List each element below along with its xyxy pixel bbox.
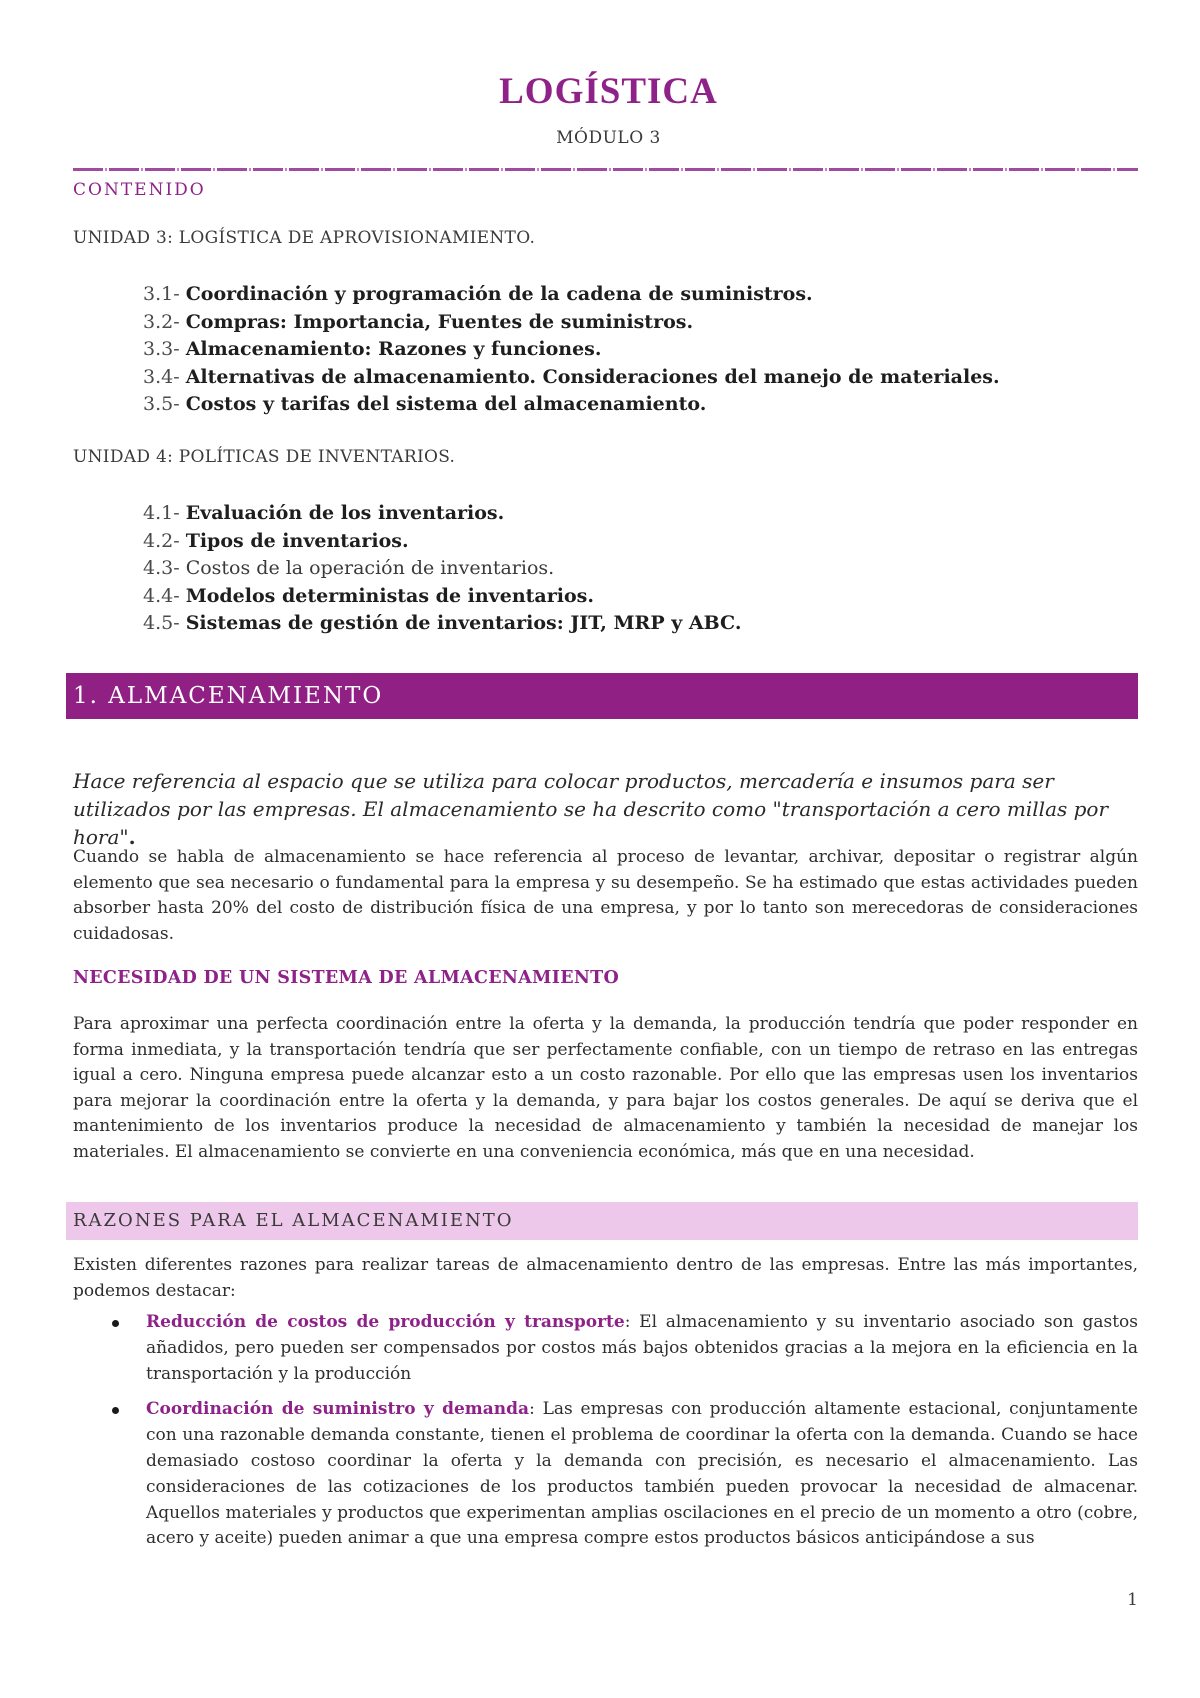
topic-number: 4.2- (143, 529, 180, 552)
topic-item (143, 364, 1000, 392)
topic-text: Costos de la operación de inventarios. (185, 557, 555, 579)
topic-item (143, 610, 741, 638)
intro-end: . (128, 825, 136, 849)
document-subtitle: MÓDULO 3 (556, 128, 661, 148)
topic-item (143, 281, 1000, 309)
topic-text: Tipos de inventarios. (185, 529, 409, 552)
list-item (146, 1397, 1138, 1552)
topic-text: Alternativas de almacenamiento. Consideraciones del manejo de materiales. (185, 365, 1000, 388)
bullet-icon (112, 1320, 119, 1327)
intro-text: Hace referencia al espacio que se utiliza para colocar productos, mercadería e insumos para ser utilizados por las empresas. El almacenamiento se ha descrito como "transportación a cero millas por hora" (73, 769, 1109, 849)
topic-item (143, 309, 1000, 337)
list-item (146, 1310, 1138, 1387)
body-paragraph: Cuando se habla de almacenamiento se hace referencia al proceso de levantar, archivar, depositar o registrar algún elemento que sea necesario o fundamental para la empresa y su desempeño. Se ha estimado que estas actividades pueden absorber hasta 20% del costo de distribución física de una empresa, y por lo tanto son merecedoras de consideraciones cuidadosas. (73, 847, 1138, 944)
subheading-need: NECESIDAD DE UN SISTEMA DE ALMACENAMIENTO (73, 968, 620, 988)
section-intro (73, 767, 1138, 851)
bullet-heading: Coordinación de suministro y demanda (146, 1399, 530, 1420)
topic-text: Almacenamiento: Razones y funciones. (185, 338, 602, 360)
topic-item (143, 555, 741, 583)
page-number: 1 (1127, 1590, 1138, 1610)
reasons-intro-paragraph: Existen diferentes razones para realizar tareas de almacenamiento dentro de las empresas. Entre las más importantes, podemos destacar: (73, 1255, 1138, 1301)
topic-item (143, 528, 741, 556)
topic-number: 4.4- (143, 584, 180, 607)
topic-number: 4.3- (143, 557, 180, 579)
topic-number: 3.2- (143, 310, 180, 333)
bullet-heading: Reducción de costos de producción y transporte (146, 1312, 625, 1332)
reasons-list (146, 1310, 1138, 1562)
bullet-text: : Las empresas con producción altamente estacional, conjuntamente con una razonable demanda constante, tienen el problema de coordinar la oferta con la demanda. Cuando se hace demasiado costoso coordinar la oferta y la demanda con precisión, es necesario el almacenamiento. Las consideraciones de las cotizaciones de los productos también pueden provocar la necesidad de almacenar. Aquellos materiales y productos que experimentan amplias oscilaciones en el precio de un momento a otro (cobre, acero y aceite) pueden animar a que una empresa compre estos productos básicos anticipándose a sus (146, 1399, 1138, 1549)
contents-label: CONTENIDO (73, 180, 206, 200)
bullet-text: : El almacenamiento y su inventario asociado son gastos añadidos, pero pueden ser compensados por costos más bajos obtenidos gracias a la mejora en la eficiencia en la transportación y la producción (146, 1312, 1138, 1384)
topic-item (143, 336, 1000, 364)
section-heading-almacenamiento: 1. ALMACENAMIENTO (66, 673, 1138, 719)
bullet-icon (112, 1407, 119, 1414)
topic-text: Sistemas de gestión de inventarios: JIT, MRP y ABC. (185, 612, 742, 634)
section-heading-razones: RAZONES PARA EL ALMACENAMIENTO (66, 1202, 1138, 1240)
header-divider (73, 168, 1138, 171)
topic-number: 4.5- (143, 612, 180, 634)
unit-3-title: UNIDAD 3: LOGÍSTICA DE APROVISIONAMIENTO. (73, 228, 536, 248)
topic-number: 3.4- (143, 365, 180, 388)
topic-text: Compras: Importancia, Fuentes de suministros. (185, 310, 694, 333)
topic-number: 3.5- (143, 393, 180, 415)
topic-number: 3.3- (143, 338, 180, 360)
topic-number: 4.1- (143, 502, 180, 524)
topic-item (143, 583, 741, 611)
need-paragraph: Para aproximar una perfecta coordinación entre la oferta y la demanda, la producción tendría que poder responder en forma inmediata, y la transportación tendría que ser perfectamente confiable, con un tiempo de retraso en las entregas igual a cero. Ninguna empresa puede alcanzar esto a un costo razonable. Por ello que las empresas usen los inventarios para mejorar la coordinación entre la oferta y la demanda, y para bajar los costos generales. De aquí se deriva que el mantenimiento de los inventarios produce la necesidad de almacenamiento y también la necesidad de manejar los materiales. El almacenamiento se convierte en una conveniencia económica, más que en una necesidad. (73, 1014, 1138, 1162)
topic-text: Evaluación de los inventarios. (185, 502, 505, 524)
unit-4-topic-list (143, 500, 741, 638)
topic-number: 3.1- (143, 283, 180, 305)
topic-text: Costos y tarifas del sistema del almacenamiento. (185, 393, 707, 415)
topic-text: Coordinación y programación de la cadena de suministros. (185, 283, 813, 305)
topic-item (143, 391, 1000, 419)
topic-item (143, 500, 741, 528)
document-title: LOGÍSTICA (499, 71, 718, 112)
topic-text: Modelos deterministas de inventarios. (185, 584, 594, 607)
document-page (73, 0, 1144, 1698)
unit-3-topic-list (143, 281, 1000, 419)
unit-4-title: UNIDAD 4: POLÍTICAS DE INVENTARIOS. (73, 447, 456, 467)
